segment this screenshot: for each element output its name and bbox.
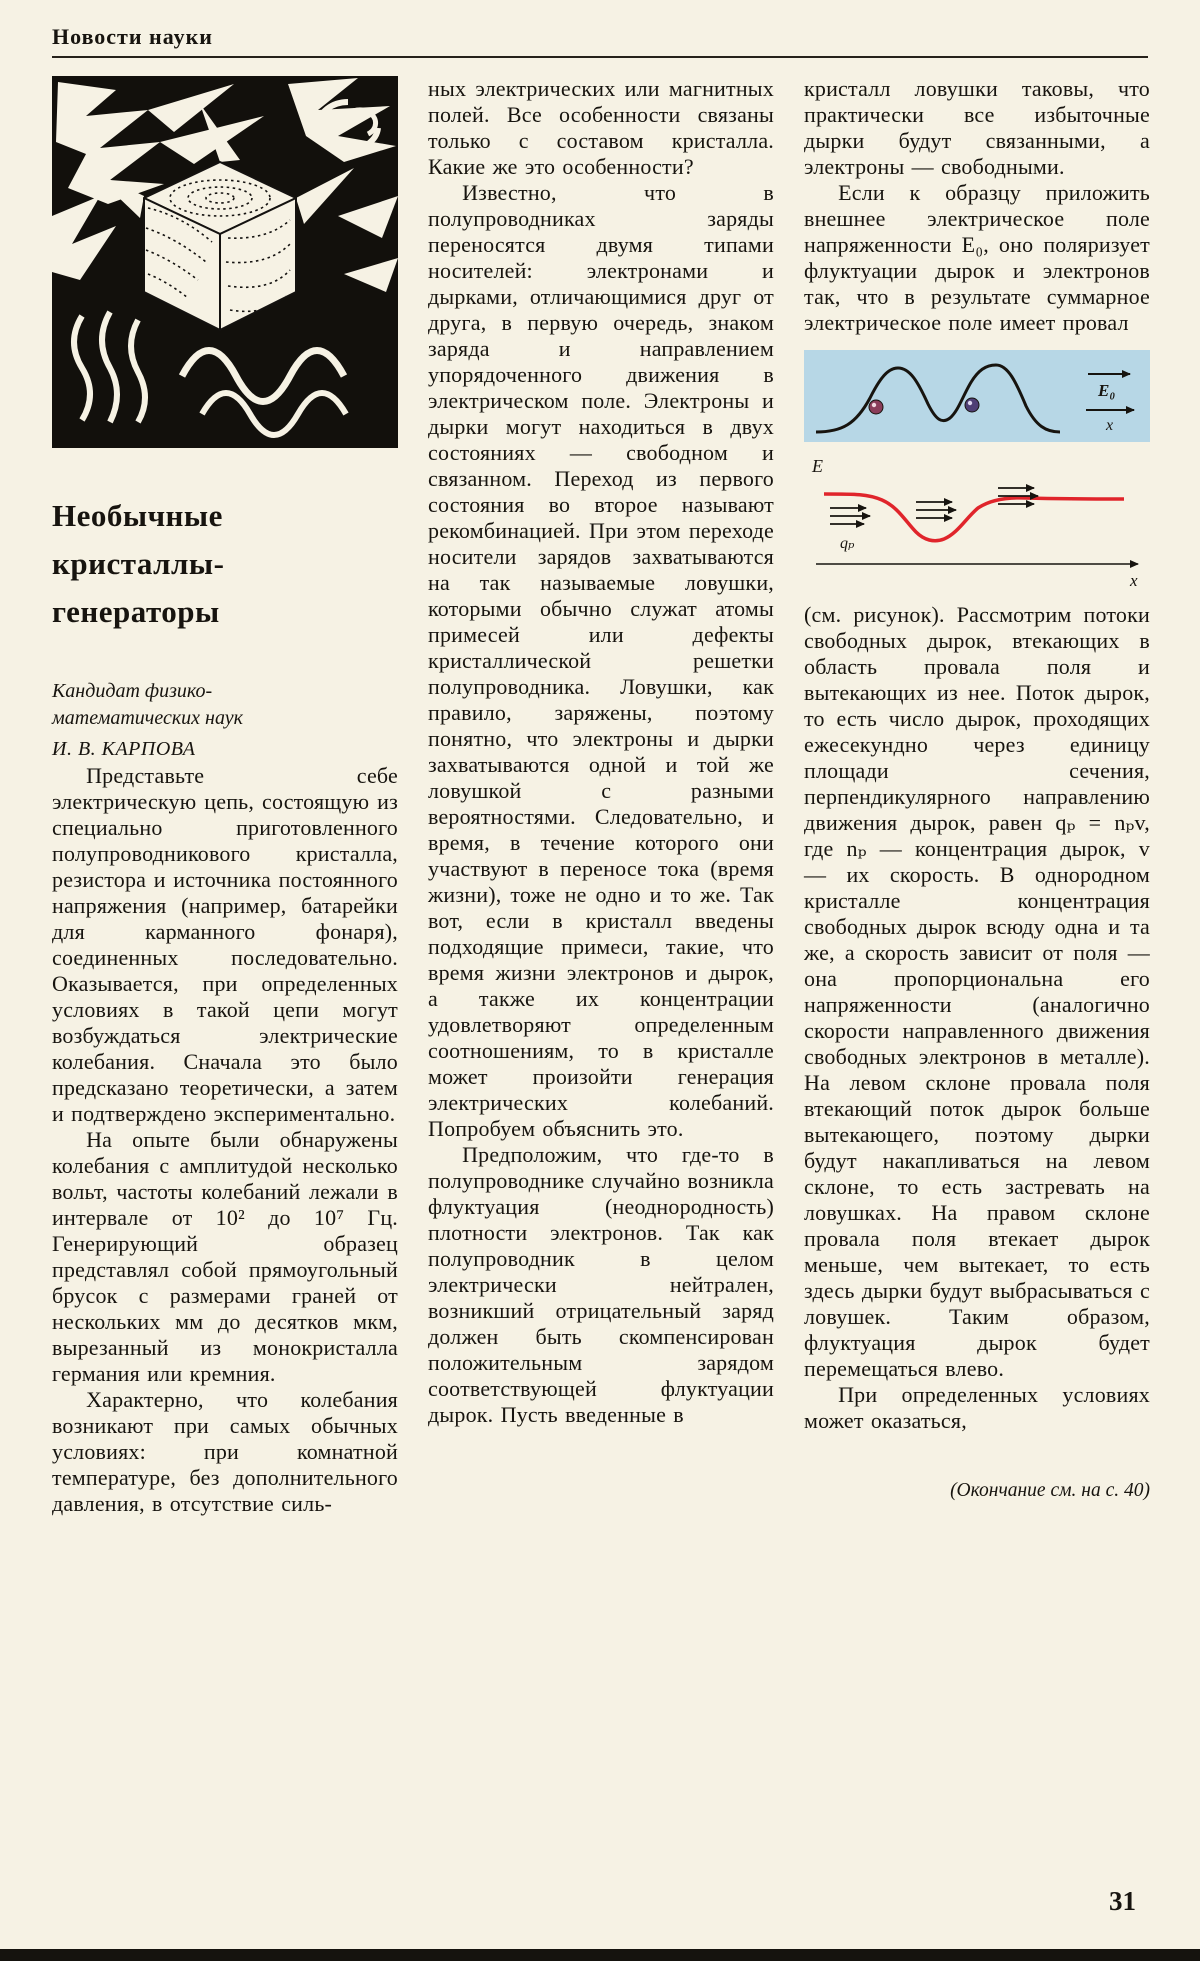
flux-label: qₚ [840, 535, 855, 552]
graph-y-label: E [812, 456, 823, 476]
author-degree-line: математических наук [52, 707, 243, 730]
crystal-woodcut-illustration [52, 76, 398, 448]
column-left [52, 76, 398, 1517]
charge-highlight [872, 403, 876, 407]
page-number: 31 [1109, 1886, 1136, 1916]
title-line: кристаллы- [52, 546, 225, 582]
body-paragraph: Если к образцу приложить внешнее электрическое поле напряженности E₀, оно поляризует флуктуации дырок и электронов так, что в результате суммарное электрическое поле имеет провал [804, 180, 1150, 335]
article-columns [0, 58, 1200, 1517]
charge-particle [869, 400, 883, 414]
charge-highlight [968, 401, 972, 405]
body-paragraph: Предположим, что где-то в полупроводнике случайно возникла флуктуация (неоднородность) плотности электронов. Так как полупроводник в целом электрически нейтрален, возникший отрицательный заряд должен быть скомпенсирован положительным зарядом соответствующей флуктуации дырок. Пусть введенные в [428, 1142, 774, 1427]
flux-arrows-right [998, 488, 1038, 504]
flux-arrows-left [830, 508, 870, 524]
body-paragraph: Характерно, что колебания возникают при самых обычных условиях: при комнатной температуре, без дополнительного давления, в отсутствие силь- [52, 1387, 398, 1517]
body-paragraph: Представьте себе электрическую цепь, состоящую из специально приготовленного полупроводникового кристалла, резистора и источника постоянного напряжения (например, батарейки для карманного фонаря), соединенных последовательно. Оказывается, при определенных условиях в такой цепи могут возбуждаться электрические колебания. Сначала это было предсказано теоретически, а затем и подтверждено экспериментально. [52, 763, 398, 1127]
body-paragraph: (см. рисунок). Рассмотрим потоки свободных дырок, втекающих в область провала поля и вытекающих из нее. Поток дырок, то есть число дырок, проходящих ежесекундно через единицу площади сечения, перпендикулярного направлению движения дырок, равен qₚ = nₚv, где nₚ — концентрация дырок, v — их скорость. В однородном кристалле концентрация свободных дырок всюду одна и та же, а скорость зависит от поля — она пропорциональна его напряженности (аналогично скорости направленного движения свободных электронов в металле). На левом склоне провала поля втекающий поток дырок больше вытекающего, поэтому дырки будут накапливаться на левом склоне, то есть застревать на ловушках. На правом склоне провала поля втекает дырок меньше, чем вытекает, то есть здесь дырки будут выбрасываться с ловушек. Таким образом, флуктуация дырок будет перемещаться влево. [804, 602, 1150, 1381]
x-direction-label: x [1106, 417, 1114, 434]
author-degree-line: Кандидат физико- [52, 680, 213, 703]
potential-field-figure [804, 350, 1150, 592]
charge-particle [965, 398, 979, 412]
author-name: И. В. КАРПОВА [52, 738, 196, 761]
column-middle [428, 76, 774, 1517]
section-header [52, 0, 1148, 58]
title-line: генераторы [52, 594, 220, 630]
body-paragraph: При определенных условиях может оказаться, [804, 1382, 1150, 1433]
section-kicker: Новости науки [52, 24, 213, 49]
article-title [52, 492, 398, 636]
woodcut-art [52, 76, 398, 448]
body-paragraph: кристалл ловушки таковы, что практически все избыточные дырки будут связанными, а электроны — свободными. [804, 76, 1150, 179]
body-paragraph: Известно, что в полупроводниках заряды переносятся двумя типами носителей: электронами и дырками, отличающимися друг от друга, в первую очередь, знаком заряда и направлением упорядоченного движения в электрическом поле. Электроны и дырки могут находиться в двух состояниях — свободном и связанном. Переход из первого состояния во второе называют рекомбинацией. При этом переходе носители зарядов захватываются на так называемые ловушки, которыми обычно служат атомы примесей или дефекты кристаллической решетки полупроводника. Ловушки, как правило, заряжены, поэтому понятно, что электроны и дырки захватываются одной и той же ловушкой с разными вероятностями. Следовательно, и время, в течение которого они участвуют в переносе тока (время жизни), тоже не одно и то же. Так вот, если в кристалл введены подходящие примеси, такие, что время жизни электронов и дырок, а также их концентрации удовлетворяют определенным соотношениям, то в кристалле может произойти генерация электрических колебаний. Попробуем объяснить это. [428, 180, 774, 1141]
scan-bottom-edge [0, 1949, 1200, 1961]
author-block [52, 678, 398, 763]
graph-x-label: x [1130, 571, 1138, 590]
title-line: Необычные [52, 498, 223, 533]
field-dip-curve [824, 494, 1124, 541]
column-right [804, 76, 1150, 1517]
field-vector-label: E₀ [1098, 381, 1116, 400]
field-diagram [804, 350, 1150, 592]
body-paragraph: На опыте были обнаружены колебания с амплитудой несколько вольт, частоты колебаний лежали в интервале от 10² до 10⁷ Гц. Генерирующий образец представлял собой прямоугольный брусок с размерами граней от нескольких мм до десятков мкм, вырезанный из монокристалла германия или кремния. [52, 1127, 398, 1387]
continuation-note: (Окончание см. на с. 40) [950, 1480, 1150, 1501]
body-paragraph: ных электрических или магнитных полей. Все особенности связаны только с составом кристалла. Какие же это особенности? [428, 76, 774, 179]
flux-arrows-middle [916, 502, 956, 518]
